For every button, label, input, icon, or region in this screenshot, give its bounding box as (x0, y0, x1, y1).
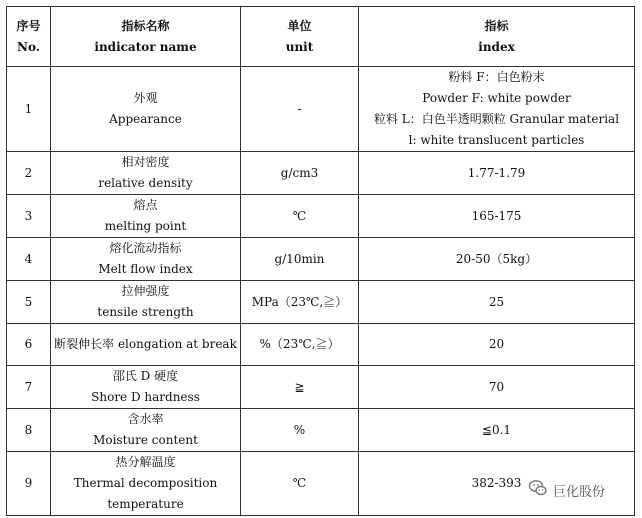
cell-index: 1.77-1.79 (359, 152, 635, 195)
cell-unit: - (241, 67, 359, 152)
cell-unit: ℃ (241, 195, 359, 238)
cell-no: 8 (7, 409, 51, 452)
table-row (7, 195, 635, 238)
cell-index: 382-393 (359, 452, 635, 516)
table-row (7, 238, 635, 281)
cell-unit: g/cm3 (241, 152, 359, 195)
cell-unit: MPa（23℃,≧） (241, 281, 359, 324)
cell-index: 20 (359, 324, 635, 366)
cell-no: 4 (7, 238, 51, 281)
cell-index: ≦0.1 (359, 409, 635, 452)
cell-no: 2 (7, 152, 51, 195)
cell-no: 6 (7, 324, 51, 366)
watermark-text: 巨化股份 (553, 484, 606, 500)
cell-index: 20-50（5kg） (359, 238, 635, 281)
table-row (7, 67, 635, 152)
cell-index: 70 (359, 366, 635, 409)
header-index: 指标 index (359, 7, 635, 67)
header-row (7, 7, 635, 67)
cell-unit: %（23℃,≧） (241, 324, 359, 366)
cell-unit: ℃ (241, 452, 359, 516)
cell-no: 9 (7, 452, 51, 516)
cell-name: 热分解温度 Thermal decomposition temperature (51, 452, 241, 516)
header-indicator-name: 指标名称 indicator name (51, 7, 241, 67)
cell-no: 1 (7, 67, 51, 152)
cell-name: 断裂伸长率 elongation at break (51, 324, 241, 366)
table-row (7, 409, 635, 452)
cell-name: 含水率 Moisture content (51, 409, 241, 452)
table-row (7, 324, 635, 366)
cell-index: 粉料 F：白色粉末 Powder F: white powder 粒料 L：白色半透明颗粒 Granular material l: white translucent particles (359, 67, 635, 152)
indicator-table (6, 6, 635, 516)
table-row (7, 152, 635, 195)
cell-name: 熔化流动指标 Melt flow index (51, 238, 241, 281)
cell-name: 外观 Appearance (51, 67, 241, 152)
cell-unit: g/10min (241, 238, 359, 281)
header-unit: 单位 unit (241, 7, 359, 67)
cell-name: 熔点 melting point (51, 195, 241, 238)
header-no: 序号 No. (7, 7, 51, 67)
cell-index: 165-175 (359, 195, 635, 238)
watermark (528, 479, 605, 501)
cell-no: 7 (7, 366, 51, 409)
cell-no: 3 (7, 195, 51, 238)
table-row (7, 366, 635, 409)
cell-unit: % (241, 409, 359, 452)
cell-name: 拉伸强度 tensile strength (51, 281, 241, 324)
wechat-icon (528, 478, 548, 502)
cell-name: 相对密度 relative density (51, 152, 241, 195)
cell-index: 25 (359, 281, 635, 324)
table-row (7, 281, 635, 324)
cell-unit: ≧ (241, 366, 359, 409)
cell-no: 5 (7, 281, 51, 324)
cell-name: 邵氏 D 硬度 Shore D hardness (51, 366, 241, 409)
